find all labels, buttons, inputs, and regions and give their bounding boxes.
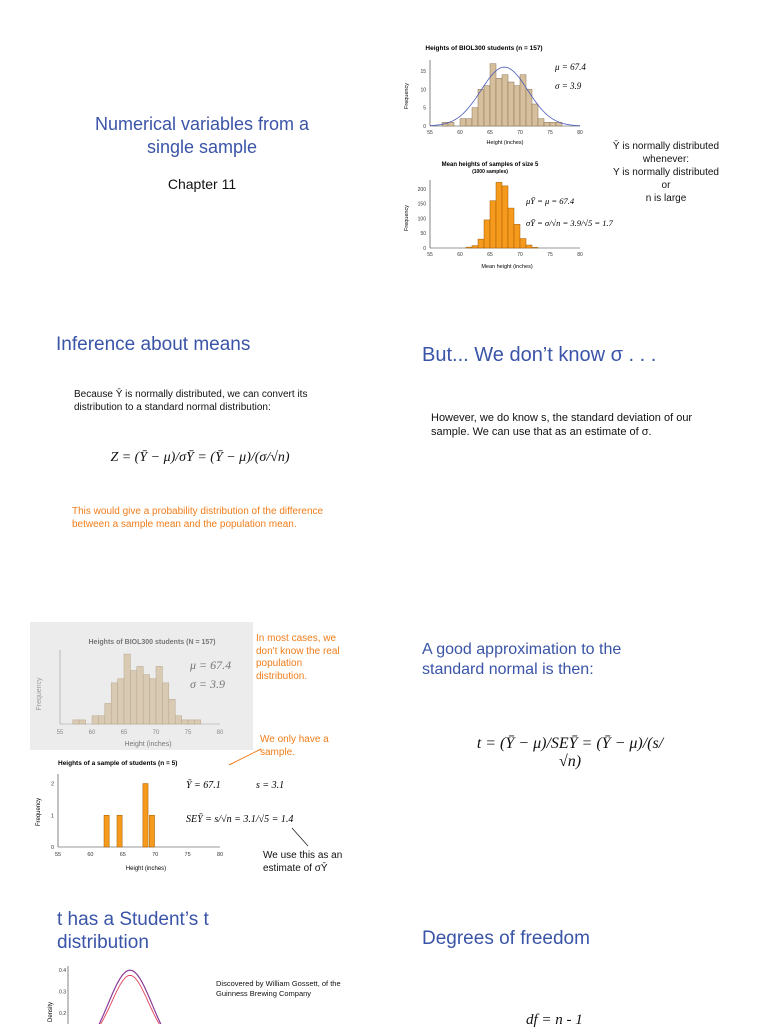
population-bar	[478, 89, 484, 126]
sampling-sigma-label: σȲ = σ/√n = 3.9/√5 = 1.7	[526, 218, 613, 228]
sampling-y-tick: 150	[417, 201, 426, 208]
sample-chart-title: Heights of a sample of students (n = 5)	[58, 760, 178, 767]
population2-x-tick: 65	[120, 730, 128, 736]
sampling-bar	[520, 239, 526, 248]
sample-x-tick: 70	[152, 852, 159, 858]
sample-bar	[117, 815, 122, 847]
population2-x-label: Height (inches)	[124, 741, 172, 748]
sampling-x-tick: 70	[517, 252, 523, 258]
population2-y-label: Frequency	[36, 677, 43, 711]
population-sigma-label: σ = 3.9	[555, 81, 582, 91]
population2-mu-label: μ = 67.4	[190, 658, 232, 672]
population-bar	[544, 122, 550, 126]
sample-mean-label: Ȳ = 67.1	[186, 780, 221, 791]
slide1-subtitle: Chapter 11	[167, 176, 237, 192]
slide3-body: Because Ȳ is normally distributed, we can convert its distribution to a standard normal distribution:	[74, 389, 308, 413]
population-histogram	[400, 40, 600, 155]
slide5-note-sample: We only have a sample.	[260, 734, 329, 758]
sampling-y-label: Frequency	[404, 205, 410, 231]
population-x-label: Height (inches)	[486, 140, 524, 146]
population2-bar	[118, 679, 124, 724]
population2-bar	[182, 720, 188, 724]
normality-note-line5: n is large	[645, 193, 687, 204]
population-y-tick: 5	[423, 105, 426, 112]
slide1-title: Numerical variables from a single sample	[94, 114, 310, 157]
sampling-x-tick: 65	[487, 252, 493, 258]
sampling-bar	[478, 239, 484, 248]
slide4-body: However, we do know s, the standard deviation of our sample. We can use that as an estimate of σ.	[431, 412, 693, 438]
population2-bar	[175, 716, 181, 724]
population2-bar	[156, 666, 162, 724]
population2-bar	[150, 679, 156, 724]
population-bar	[520, 75, 526, 126]
sampling-mu-label: μȲ = μ = 67.4	[526, 196, 575, 206]
sampling-y-tick: 0	[423, 246, 426, 252]
population2-bar	[79, 720, 85, 724]
sampling-distribution-histogram	[400, 158, 615, 276]
population-bar	[460, 119, 466, 126]
population-bar	[508, 82, 514, 126]
population-x-tick: 55	[427, 130, 433, 136]
sample-y-tick: 0	[50, 845, 54, 851]
sample-bar	[143, 784, 148, 847]
sample-x-tick: 80	[216, 852, 224, 858]
population2-x-tick: 75	[184, 730, 192, 736]
degrees-of-freedom-formula: df = n - 1	[526, 1012, 583, 1028]
sampling-bar	[490, 201, 496, 248]
population2-bar	[194, 720, 200, 724]
population-bar	[472, 108, 478, 126]
t-density-y-tick: 0.3	[59, 989, 66, 996]
normality-note	[600, 140, 732, 205]
population2-bar	[73, 720, 79, 724]
sampling-x-label: Mean height (inches)	[481, 264, 533, 270]
population-x-tick: 75	[547, 130, 553, 136]
population-x-tick: 60	[457, 130, 463, 136]
population-bar	[496, 78, 502, 126]
population-y-tick: 10	[420, 87, 426, 94]
population-bar	[490, 64, 496, 126]
population2-bar	[169, 699, 175, 724]
sampling-x-tick: 80	[577, 252, 583, 258]
population2-bar	[143, 675, 149, 724]
population2-chart-title: Heights of BIOL300 students (N = 157)	[88, 639, 216, 646]
slide4-title: But... We don’t know σ . . .	[422, 344, 657, 366]
population2-bar	[92, 716, 98, 724]
normality-note-line4: or	[661, 180, 671, 191]
sample-y-label: Frequency	[36, 797, 42, 827]
sample-x-tick: 60	[87, 852, 94, 858]
slide3-title: Inference about means	[56, 334, 251, 355]
sampling-bar	[496, 182, 502, 248]
population2-bar	[98, 716, 104, 724]
sampling-bar	[484, 220, 490, 248]
slide8-title: Degrees of freedom	[422, 928, 590, 949]
slide5-note-unknown: In most cases, we don't know the real population distribution.	[256, 633, 340, 682]
sample-y-tick: 2	[50, 781, 54, 788]
t-distribution-chart	[40, 962, 200, 1024]
slide7-note: Discovered by William Gossett, of the Guinness Brewing Company	[216, 979, 341, 998]
sample-x-tick: 75	[184, 852, 191, 858]
population2-bar	[130, 671, 136, 724]
population-histogram-2	[30, 622, 253, 750]
t-density-curve	[64, 975, 196, 1024]
normality-note-line1: Ȳ is normally distributed	[612, 141, 720, 152]
t-density-y-tick: 0.4	[59, 968, 66, 974]
sampling-bar	[514, 224, 520, 248]
sampling-bar	[532, 247, 538, 248]
t-density-y-tick: 0.2	[59, 1011, 66, 1018]
population2-bar	[124, 654, 130, 724]
t-density-y-label: Density	[48, 1001, 54, 1023]
sampling-x-tick: 60	[457, 252, 463, 258]
population-y-tick: 0	[423, 124, 426, 130]
population2-x-tick: 55	[56, 730, 64, 736]
sampling-bar	[466, 247, 472, 248]
population-bar	[502, 75, 508, 126]
sample-x-label: Height (inches)	[125, 866, 167, 872]
sampling-y-tick: 200	[417, 186, 426, 193]
population2-bar	[105, 703, 111, 724]
sample-y-tick: 1	[50, 813, 54, 820]
population-x-tick: 65	[487, 130, 493, 136]
sampling-chart-subtitle: (1000 samples)	[472, 169, 508, 175]
normality-note-line3: Y is normally distributed	[613, 167, 719, 178]
population-bar	[532, 104, 538, 126]
population-bar	[514, 86, 520, 126]
slide3-orange-note: This would give a probability distribution of the difference between a sample mean and the population mean.	[72, 506, 324, 530]
sampling-x-tick: 75	[547, 252, 553, 258]
population2-bar	[111, 683, 117, 724]
population-y-tick: 15	[420, 69, 426, 75]
population2-bar	[162, 683, 168, 724]
sample-bar	[149, 815, 154, 847]
sample-x-tick: 65	[119, 852, 126, 858]
population-x-tick: 80	[577, 130, 583, 136]
population-chart-title: Heights of BIOL300 students (n = 157)	[425, 45, 543, 52]
sampling-y-tick: 100	[417, 216, 426, 223]
sampling-bar	[526, 245, 532, 248]
sample-sd-label: s = 3.1	[256, 780, 285, 791]
sampling-bar	[502, 186, 508, 248]
normality-note-line2: whenever:	[642, 154, 690, 165]
population-bar	[448, 122, 454, 126]
population-bar	[484, 86, 490, 126]
population-bar	[550, 122, 556, 126]
population2-sigma-label: σ = 3.9	[190, 677, 226, 691]
sampling-x-tick: 55	[427, 252, 433, 258]
population2-x-tick: 70	[152, 730, 160, 736]
sampling-chart-title: Mean heights of samples of size 5	[441, 162, 539, 168]
population-mu-label: μ = 67.4	[555, 62, 586, 72]
population-x-tick: 70	[517, 130, 523, 136]
population2-x-tick: 80	[216, 730, 224, 736]
sampling-bar	[508, 208, 514, 248]
population2-x-tick: 60	[88, 730, 96, 736]
normal-density-curve	[64, 970, 196, 1024]
sampling-bar	[472, 246, 478, 248]
z-score-formula: Z = (Ȳ − μ)/σȲ = (Ȳ − μ)/(σ/√n)	[110, 450, 290, 465]
sample-se-label: SEȲ = s/√n = 3.1/√5 = 1.4	[186, 814, 294, 825]
sampling-y-tick: 50	[420, 231, 426, 238]
population2-bar	[137, 666, 143, 724]
sample-x-tick: 55	[54, 852, 62, 858]
slide5-se-note: We use this as an estimate of σȲ	[263, 850, 343, 874]
slide7-title: t has a Student’s t distribution	[57, 909, 209, 953]
population-y-label: Frequency	[404, 83, 410, 109]
slide6-title: A good approximation to the standard normal is then:	[422, 641, 622, 678]
sample-bar	[104, 815, 109, 847]
population-bar	[538, 119, 544, 126]
population-bar	[466, 119, 472, 126]
population2-bar	[188, 720, 194, 724]
t-statistic-formula: t = (Ȳ − μ)/SEȲ = (Ȳ − μ)/(s/√n)	[476, 735, 664, 770]
